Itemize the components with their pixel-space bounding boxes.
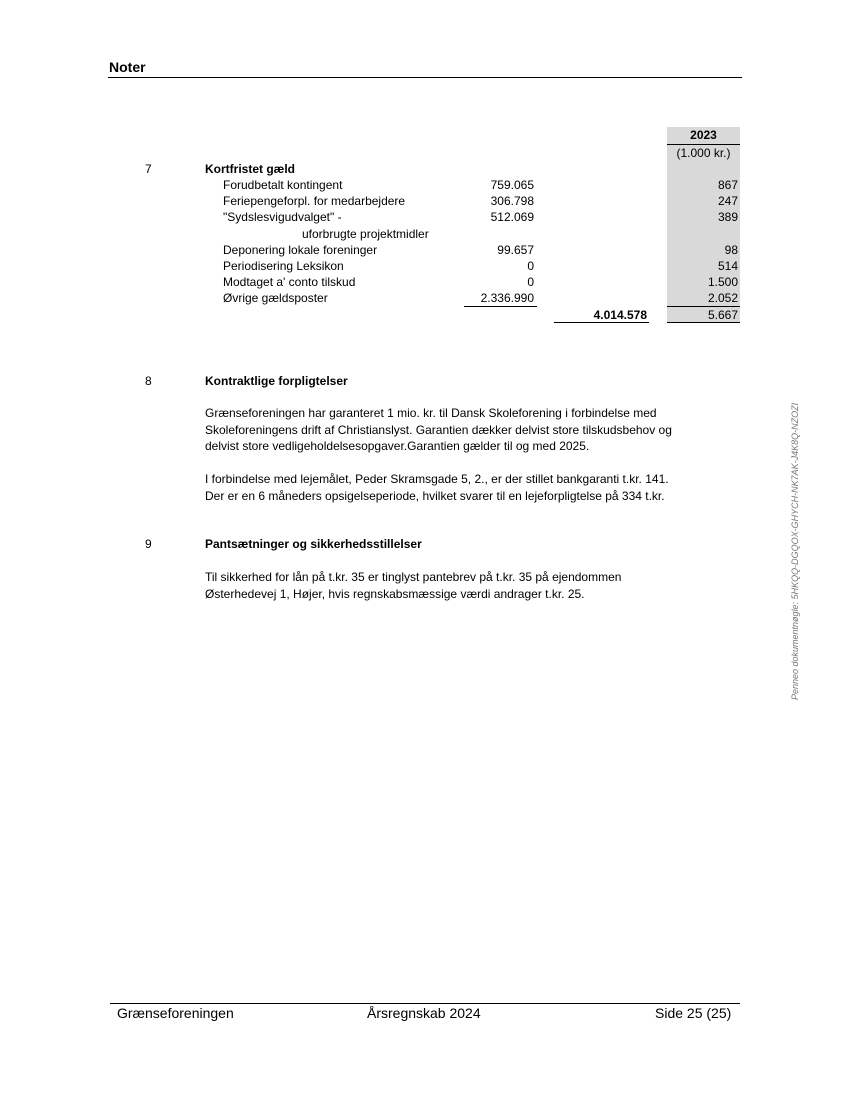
column-year-header: 2023 <box>690 128 717 142</box>
total-underline <box>554 322 649 323</box>
column-unit-header: (1.000 kr.) <box>676 146 731 160</box>
debt-item-prior-amount: 1.500 <box>707 275 738 289</box>
subtotal-rule <box>464 306 537 307</box>
debt-item-prior-amount: 867 <box>717 178 738 192</box>
debt-item-amount: 0 <box>527 259 534 273</box>
text-line: Østerhedevej 1, Højer, hvis regnskabsmæssige værdi andrager t.kr. 25. <box>205 586 585 601</box>
debt-item-prior-amount: 2.052 <box>707 291 738 305</box>
document-key-watermark: Penneo dokumentnøgle: 5HKQQ-DGQOX-GHYCH-NK7AK-J4K8Q-NZOZI <box>790 402 800 700</box>
header-divider <box>108 77 742 78</box>
text-line: Der er en 6 måneders opsigelseperiode, hvilket svarer til en lejeforpligtelse på 334 t.kr. <box>205 488 665 503</box>
text-line: Skoleforeningens drift af Christianslyst. Garantien dækker delvist store tilskudsbehov og <box>205 422 672 437</box>
debt-item-label: Modtaget a' conto tilskud <box>223 275 356 289</box>
debt-item-prior-amount: 514 <box>717 259 738 273</box>
text-line: Til sikkerhed for lån på t.kr. 35 er tinglyst pantebrev på t.kr. 35 på ejendommen <box>205 570 622 584</box>
note-9-number: 9 <box>145 537 152 551</box>
debt-item-prior-amount: 389 <box>717 210 738 224</box>
debt-item-label: "Sydslesvigudvalget" - <box>223 210 342 224</box>
debt-item-label: Deponering lokale foreninger <box>223 243 378 257</box>
debt-item-label: Periodisering Leksikon <box>223 259 344 273</box>
page-section-title: Noter <box>109 59 146 75</box>
debt-total-prior: 5.667 <box>707 308 738 322</box>
debt-item-prior-amount: 247 <box>717 194 738 208</box>
text-line: I forbindelse med lejemålet, Peder Skramsgade 5, 2., er der stillet bankgaranti t.kr. 141. <box>205 472 669 486</box>
note-7-number: 7 <box>145 162 152 176</box>
debt-item-amount: 0 <box>527 275 534 289</box>
debt-item-label: Øvrige gældsposter <box>223 291 328 305</box>
debt-item-prior-amount: 98 <box>724 243 738 257</box>
note-7-title: Kortfristet gæld <box>205 162 295 176</box>
note-8-paragraph-1 <box>205 405 705 455</box>
note-8-title: Kontraktlige forpligtelser <box>205 374 348 388</box>
debt-item-label-continuation: uforbrugte projektmidler <box>302 227 429 241</box>
column-year-underline <box>667 144 740 145</box>
note-8-paragraph-2 <box>205 471 705 504</box>
footer-divider <box>110 1003 740 1004</box>
footer-organization: Grænseforeningen <box>117 1005 234 1021</box>
debt-item-amount: 2.336.990 <box>480 291 534 305</box>
debt-total: 4.014.578 <box>593 308 647 322</box>
debt-item-label: Forudbetalt kontingent <box>223 178 343 192</box>
note-8-number: 8 <box>145 374 152 388</box>
note-9-paragraph-1 <box>205 569 705 602</box>
text-line: delvist store vedligeholdelsesopgaver.Garantien gælder til og med 2025. <box>205 439 590 453</box>
note-9-title: Pantsætninger og sikkerhedsstillelser <box>205 537 422 551</box>
debt-item-amount: 306.798 <box>490 194 534 208</box>
debt-item-amount: 759.065 <box>490 178 534 192</box>
text-line: Grænseforeningen har garanteret 1 mio. kr. til Dansk Skoleforening i forbindelse med <box>205 406 657 420</box>
footer-report-title: Årsregnskab 2024 <box>367 1005 481 1021</box>
debt-item-amount: 99.657 <box>497 243 534 257</box>
footer-page-number: Side 25 (25) <box>655 1005 732 1021</box>
debt-item-label: Feriepengeforpl. for medarbejdere <box>223 194 406 208</box>
debt-item-amount: 512.069 <box>490 210 534 224</box>
prior-total-underline <box>667 322 740 323</box>
prior-subtotal-rule <box>667 306 740 307</box>
